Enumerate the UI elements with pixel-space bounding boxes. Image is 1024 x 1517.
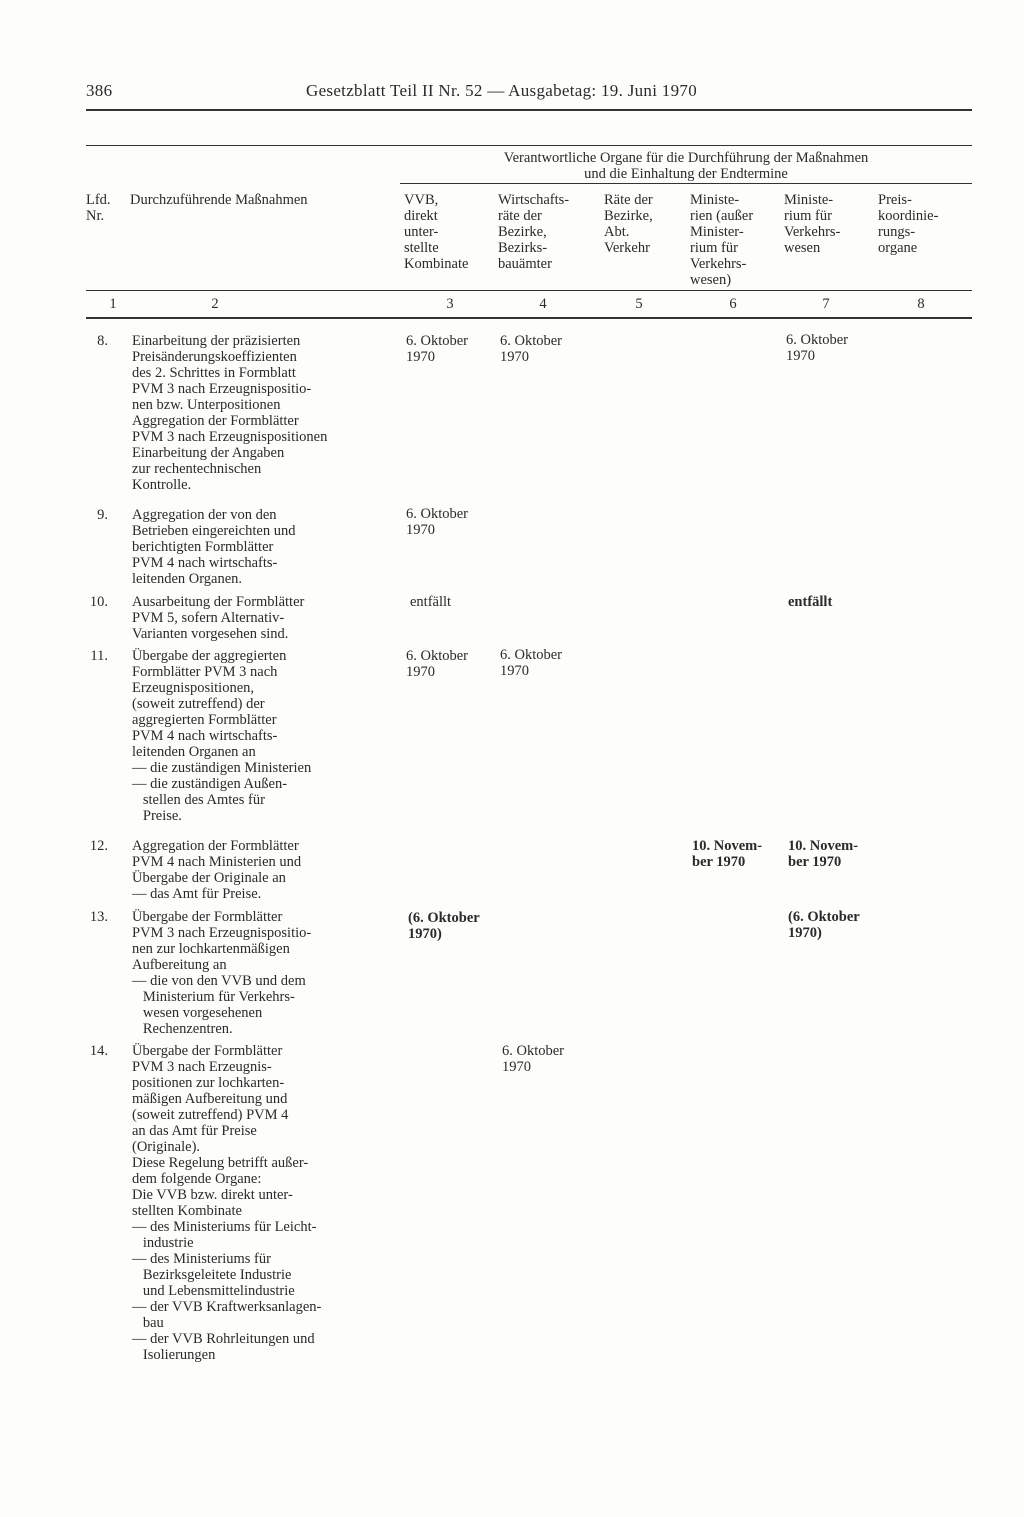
column-header-5: Räte der Bezirke, Abt. Verkehr bbox=[604, 192, 653, 256]
column-header-3: VVB, direkt unter- stellte Kombinate bbox=[404, 192, 469, 272]
column-header-6: Ministe- rien (außer Minister- rium für Verkehrs- wesen) bbox=[690, 192, 754, 288]
column-number-8: 8 bbox=[917, 296, 925, 312]
group-header: Verantwortliche Organe für die Durchführung der Maßnahmen und die Einhaltung der Endtermine bbox=[503, 150, 869, 182]
column-number-7: 7 bbox=[822, 296, 830, 312]
header-numbers-rule bbox=[86, 290, 972, 291]
row-description: Einarbeitung der präzisierten Preisänderungskoeffizienten des 2. Schrittes in Formblatt PVM 3 nach Erzeugnispositio- nen bzw. Unterpositionen Aggregation der Formblätter PVM 3 nach Erzeugnispositionen Einarbeitung der Angaben zur rechentechnischen Kontrolle. bbox=[132, 333, 328, 493]
row-description: Ausarbeitung der Formblätter PVM 5, sofern Alternativ- Varianten vorgesehen sind. bbox=[132, 594, 305, 642]
column-number-1: 1 bbox=[109, 296, 117, 312]
row-number: 14. bbox=[89, 1043, 108, 1059]
column-number-4: 4 bbox=[539, 296, 547, 312]
row-number: 9. bbox=[97, 507, 108, 523]
group-header-rule bbox=[400, 183, 972, 184]
table-top-rule bbox=[86, 145, 972, 146]
table-header-bottom-rule bbox=[86, 317, 972, 319]
row-date-col3: entfällt bbox=[410, 594, 452, 610]
row-number: 11. bbox=[90, 648, 108, 664]
row-description: Aggregation der von den Betrieben eingereichten und berichtigten Formblätter PVM 4 nach wirtschafts- leitenden Organen. bbox=[132, 507, 296, 587]
row-description: Übergabe der Formblätter PVM 3 nach Erzeugnispositio- nen zur lochkartenmäßigen Aufbereitung an — die von den VVB und dem Ministerium für Verkehrs- wesen vorgesehenen Rechenzentren. bbox=[132, 909, 312, 1037]
row-date-col4: 6. Oktober 1970 bbox=[502, 1043, 565, 1075]
column-header-7: Ministe- rium für Verkehrs- wesen bbox=[784, 192, 841, 256]
row-date-col3: 6. Oktober 1970 bbox=[406, 506, 469, 538]
row-number: 8. bbox=[97, 333, 108, 349]
row-description: Übergabe der Formblätter PVM 3 nach Erzeugnis- positionen zur lochkarten- mäßigen Aufbereitung und (soweit zutreffend) PVM 4 an das Amt für Preise (Originale). Diese Regelung betrifft außer- dem folgende Organe: Die VVB bzw. direkt unter- stellten Kombinate — des Ministeriums für Leicht- industrie — des Ministeriums für Bezirksgeleitete Industrie und Lebensmittelindustrie — der VVB Kraftwerksanlagen- bau — der VVB Rohrleitungen und Isolierungen bbox=[132, 1043, 322, 1363]
column-number-5: 5 bbox=[635, 296, 643, 312]
row-number: 10. bbox=[89, 594, 108, 610]
column-header-8: Preis- koordinie- rungs- organe bbox=[878, 192, 939, 256]
row-number: 12. bbox=[89, 838, 108, 854]
column-header-2: Durchzuführende Maßnahmen bbox=[130, 192, 308, 208]
row-date-col3: 6. Oktober 1970 bbox=[406, 333, 469, 365]
page-number: 386 bbox=[86, 81, 113, 100]
row-description: Aggregation der Formblätter PVM 4 nach Ministerien und Übergabe der Originale an — das Amt für Preise. bbox=[132, 838, 302, 902]
row-number: 13. bbox=[89, 909, 108, 925]
row-date-col3: (6. Oktober 1970) bbox=[408, 910, 480, 942]
column-header-1: Lfd. Nr. bbox=[86, 192, 111, 224]
column-header-4: Wirtschafts- räte der Bezirke, Bezirks- bauämter bbox=[498, 192, 570, 272]
column-number-3: 3 bbox=[446, 296, 454, 312]
row-date-col3: 6. Oktober 1970 bbox=[406, 648, 469, 680]
row-date-col6: 10. Novem- ber 1970 bbox=[692, 838, 763, 870]
row-date-col4: 6. Oktober 1970 bbox=[500, 647, 563, 679]
header-rule bbox=[86, 109, 972, 111]
row-date-col7: (6. Oktober 1970) bbox=[788, 909, 860, 941]
row-description: Übergabe der aggregierten Formblätter PVM 3 nach Erzeugnispositionen, (soweit zutreffend) der aggregierten Formblätter PVM 4 nach wirtschafts- leitenden Organen an — die zuständigen Ministerien — die zuständigen Außen- stellen des Amtes für Preise. bbox=[132, 648, 312, 824]
running-title: Gesetzblatt Teil II Nr. 52 — Ausgabetag: 19. Juni 1970 bbox=[306, 81, 697, 100]
row-date-col4: 6. Oktober 1970 bbox=[500, 333, 563, 365]
row-date-col7: 10. Novem- ber 1970 bbox=[788, 838, 859, 870]
row-date-col7: 6. Oktober 1970 bbox=[786, 332, 849, 364]
row-date-col7: entfällt bbox=[788, 594, 833, 610]
column-number-2: 2 bbox=[211, 296, 219, 312]
column-number-6: 6 bbox=[729, 296, 737, 312]
